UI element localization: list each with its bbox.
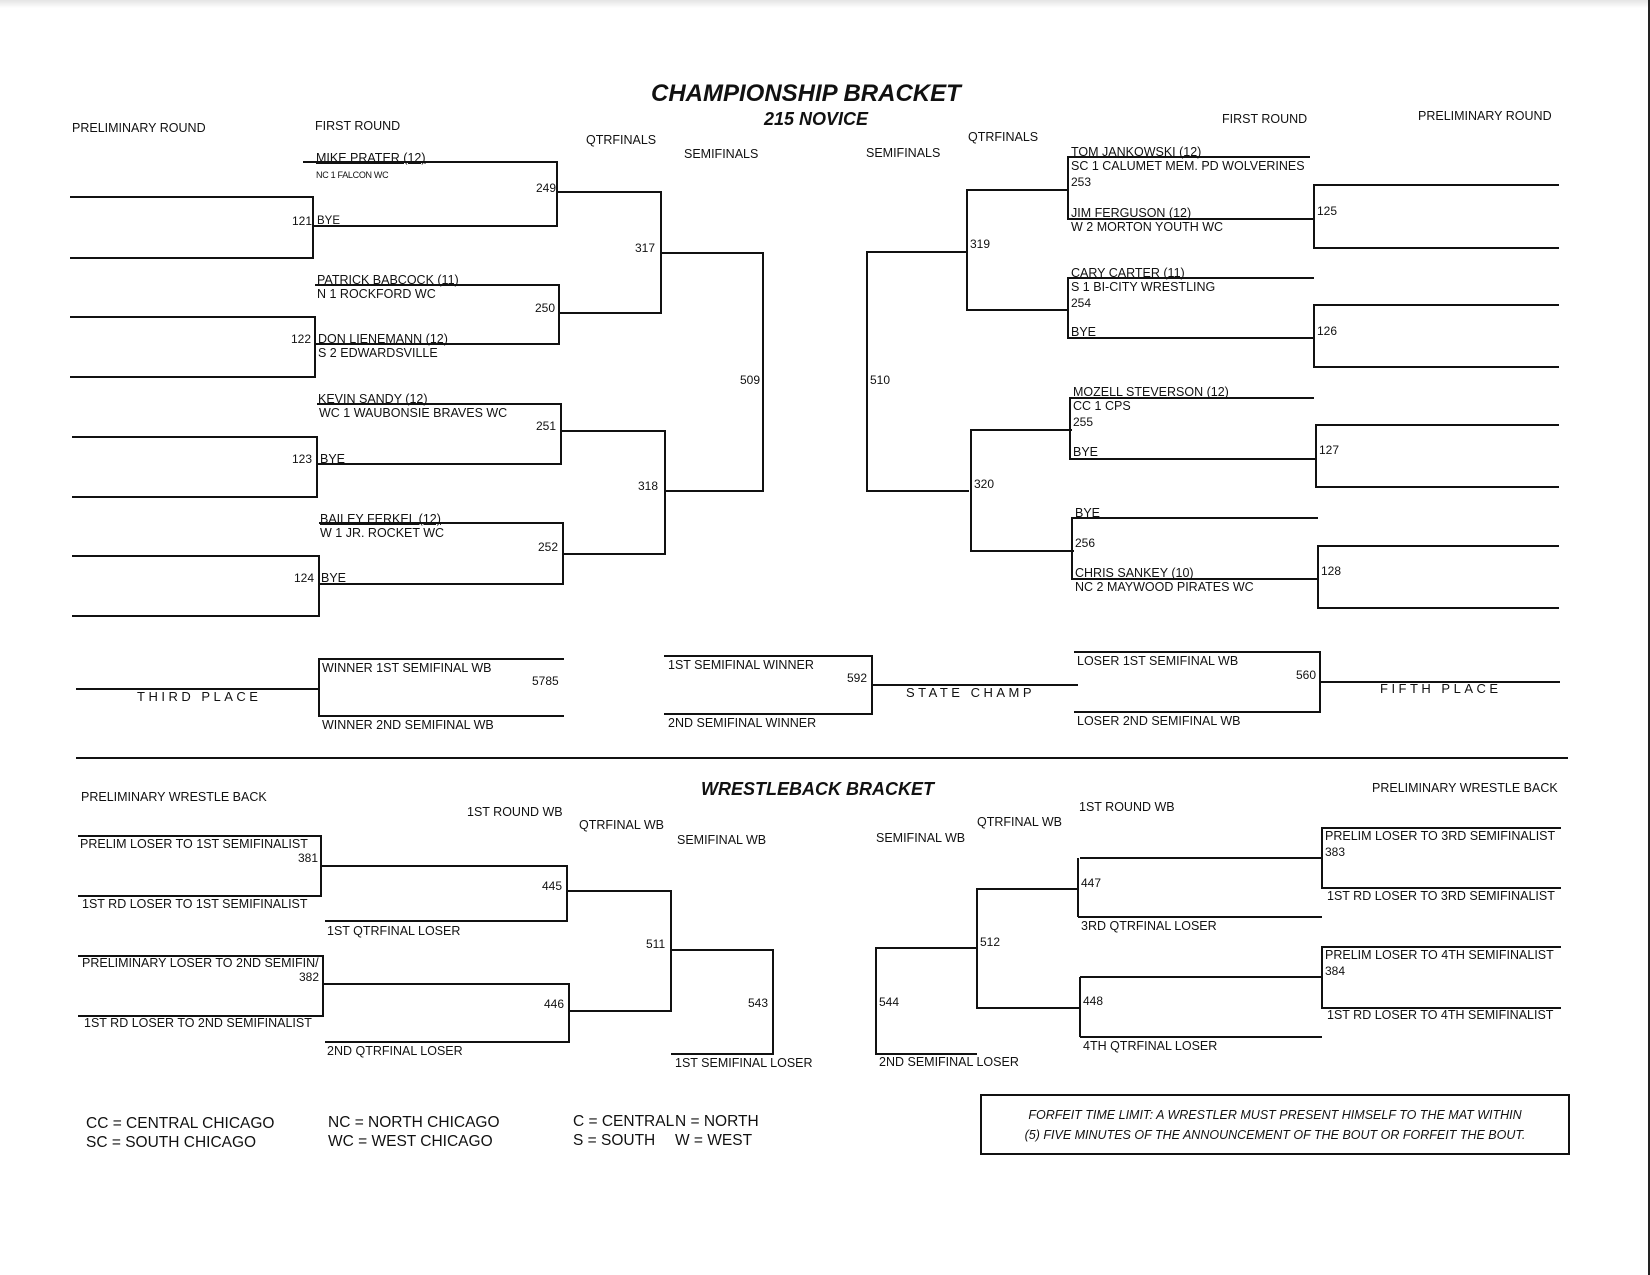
bracket-line	[72, 556, 319, 616]
wb-slot: 1ST RD LOSER TO 2ND SEMIFINALIST	[84, 1016, 312, 1030]
round-header-qtr-right: QTRFINALS	[968, 130, 1039, 144]
finals-slot: WINNER 2ND SEMIFINAL WB	[322, 718, 494, 732]
bracket-line	[867, 252, 969, 491]
finals-slot: LOSER 1ST SEMIFINAL WB	[1077, 654, 1239, 668]
bout-number: 250	[535, 301, 556, 315]
wb-slot: 2ND QTRFINAL LOSER	[327, 1044, 463, 1058]
state-champ-label: STATE CHAMP	[906, 685, 1036, 700]
wrestler-name: KEVIN SANDY (12)	[318, 392, 428, 406]
wrestler-name: BYE	[320, 452, 346, 466]
bout-number: 445	[542, 879, 563, 893]
bout-number: 446	[544, 997, 565, 1011]
bout-number: 126	[1317, 324, 1338, 338]
wrestler-name: BYE	[1073, 445, 1099, 459]
forfeit-notice	[980, 1094, 1570, 1155]
bout-number: 384	[1325, 964, 1346, 978]
wb-slot: 1ST RD LOSER TO 4TH SEMIFINALIST	[1327, 1008, 1554, 1022]
wb-slot: 1ST SEMIFINAL LOSER	[675, 1056, 813, 1070]
wrestler-name: BAILEY FERKEL (12)	[320, 512, 441, 526]
wrestler-name: PATRICK BABCOCK (11)	[317, 273, 459, 287]
bout-number: 543	[748, 996, 769, 1010]
bout-number: 509	[740, 373, 761, 387]
wrestler-name: MOZELL STEVERSON (12)	[1073, 385, 1229, 399]
round-header-semi-right: SEMIFINALS	[866, 146, 941, 160]
wb-slot: 1ST RD LOSER TO 1ST SEMIFINALIST	[82, 897, 308, 911]
legend-n: N = NORTH	[675, 1113, 759, 1130]
bout-number: 447	[1081, 876, 1102, 890]
wb-slot: PRELIMINARY LOSER TO 2ND SEMIFIN/	[82, 956, 319, 970]
legend-nc: NC = NORTH CHICAGO	[328, 1114, 500, 1131]
wb-slot: PRELIM LOSER TO 1ST SEMIFINALIST	[80, 837, 308, 851]
wrestler-name: BYE	[317, 215, 341, 227]
wrestler-name: CARY CARTER (11)	[1071, 266, 1185, 280]
wrestler-name: TOM JANKOWSKI (12)	[1071, 145, 1202, 159]
bout-number: 560	[1296, 668, 1317, 682]
wrestler-team: NC 2 MAYWOOD PIRATES WC	[1075, 580, 1254, 594]
wrestler-team: WC 1 WAUBONSIE BRAVES WC	[319, 406, 508, 420]
forfeit-line: (5) FIVE MINUTES OF THE ANNOUNCEMENT OF THE BOUT OR FORFEIT THE BOUT.	[1024, 1128, 1526, 1142]
bracket-line	[323, 984, 569, 1042]
wrestler-name: DON LIENEMANN (12)	[318, 332, 448, 346]
round-header-first-wb-left: 1ST ROUND WB	[467, 805, 563, 819]
wrestler-name: MIKE PRATER (12)	[316, 151, 426, 165]
round-header-qtr-wb-right: QTRFINAL WB	[977, 815, 1062, 829]
legend-c: C = CENTRAL	[573, 1113, 675, 1130]
wb-slot: 4TH QTRFINAL LOSER	[1083, 1039, 1218, 1053]
bout-number: 121	[292, 214, 313, 228]
wb-slot: 3RD QTRFINAL LOSER	[1081, 919, 1217, 933]
bout-number: 127	[1319, 443, 1340, 457]
bout-number: 510	[870, 373, 891, 387]
legend-sc: SC = SOUTH CHICAGO	[86, 1134, 257, 1151]
bout-number: 320	[974, 477, 995, 491]
wrestler-team: S 1 BI-CITY WRESTLING	[1071, 280, 1216, 294]
wb-slot: PRELIM LOSER TO 4TH SEMIFINALIST	[1325, 948, 1554, 962]
bracket-line	[1318, 546, 1559, 608]
legend-s: S = SOUTH	[573, 1132, 656, 1149]
round-header-semi-left: SEMIFINALS	[684, 147, 759, 161]
legend-wc: WC = WEST CHICAGO	[328, 1133, 493, 1150]
third-place-label: THIRD PLACE	[137, 689, 262, 704]
wrestler-name: BYE	[1075, 506, 1101, 520]
wrestler-team: W 2 MORTON YOUTH WC	[1071, 220, 1224, 234]
round-header-first-wb-right: 1ST ROUND WB	[1079, 800, 1175, 814]
bout-number: 382	[299, 970, 320, 984]
wb-slot: 2ND SEMIFINAL LOSER	[879, 1055, 1019, 1069]
finals-slot: 1ST SEMIFINAL WINNER	[668, 658, 814, 672]
wrestler-name: JIM FERGUSON (12)	[1071, 206, 1192, 220]
wb-slot: PRELIM LOSER TO 3RD SEMIFINALIST	[1325, 829, 1556, 843]
wrestleback-title: WRESTLEBACK BRACKET	[701, 779, 934, 799]
round-header-prelim-wb-left: PRELIMINARY WRESTLE BACK	[81, 790, 267, 804]
round-header-prelim-left: PRELIMINARY ROUND	[72, 121, 206, 135]
bout-number: 381	[298, 851, 319, 865]
wrestler-name: CHRIS SANKEY (10)	[1075, 566, 1194, 580]
forfeit-line: FORFEIT TIME LIMIT: A WRESTLER MUST PRESENT HIMSELF TO THE MAT WITHIN	[1028, 1108, 1522, 1122]
bout-number: 511	[646, 937, 666, 951]
fifth-place-label: FIFTH PLACE	[1380, 681, 1502, 696]
weight-class: 215 NOVICE	[764, 109, 869, 129]
round-header-semi-wb-left: SEMIFINAL WB	[677, 833, 767, 847]
bout-number: 255	[1073, 415, 1094, 429]
round-header-qtr-left: QTRFINALS	[586, 133, 657, 147]
round-header-semi-wb-right: SEMIFINAL WB	[876, 831, 966, 845]
wrestler-team: CC 1 CPS	[1073, 399, 1131, 413]
round-header-first-left: FIRST ROUND	[315, 119, 401, 133]
wrestler-team: S 2 EDWARDSVILLE	[318, 346, 438, 360]
bout-number: 512	[980, 935, 1001, 949]
page-title: CHAMPIONSHIP BRACKET	[651, 80, 961, 107]
bout-number: 124	[294, 571, 315, 585]
bout-number: 254	[1071, 296, 1092, 310]
bracket-line	[70, 197, 313, 258]
bout-number: 592	[847, 671, 868, 685]
bout-number: 123	[292, 452, 313, 466]
bout-number: 383	[1325, 845, 1346, 859]
bracket-line	[72, 437, 317, 497]
bracket-line	[1314, 185, 1559, 248]
bracket-line	[321, 866, 567, 921]
bracket-line	[567, 891, 671, 1011]
round-header-qtr-wb-left: QTRFINAL WB	[579, 818, 664, 832]
bracket-line	[1314, 305, 1559, 367]
bout-number: 448	[1083, 994, 1104, 1008]
wrestler-name: BYE	[321, 571, 347, 585]
bout-number: 122	[291, 332, 312, 346]
round-header-prelim-wb-right: PRELIMINARY WRESTLE BACK	[1372, 781, 1558, 795]
bout-number: 253	[1071, 175, 1092, 189]
bout-number: 544	[879, 995, 900, 1009]
bout-number: 125	[1317, 204, 1338, 218]
bout-number: 249	[536, 181, 557, 195]
bracket-line	[70, 317, 315, 377]
bout-number: 256	[1075, 536, 1096, 550]
wb-slot: 1ST QTRFINAL LOSER	[327, 924, 461, 938]
bout-number: 317	[635, 241, 656, 255]
finals-slot: 2ND SEMIFINAL WINNER	[668, 716, 817, 730]
wrestler-team: NC 1 FALCON WC	[316, 170, 389, 180]
wrestler-team: N 1 ROCKFORD WC	[317, 287, 436, 301]
finals-slot: LOSER 2ND SEMIFINAL WB	[1077, 714, 1241, 728]
legend-cc: CC = CENTRAL CHICAGO	[86, 1115, 275, 1132]
bout-number: 5785	[532, 674, 559, 688]
bout-number: 128	[1321, 564, 1342, 578]
wrestler-team: W 1 JR. ROCKET WC	[320, 526, 445, 540]
round-header-prelim-right: PRELIMINARY ROUND	[1418, 109, 1552, 123]
wrestler-team: SC 1 CALUMET MEM. PD WOLVERINES	[1071, 159, 1305, 173]
bout-number: 252	[538, 540, 559, 554]
bracket-line	[1316, 425, 1559, 487]
finals-slot: WINNER 1ST SEMIFINAL WB	[322, 661, 492, 675]
bout-number: 319	[970, 237, 991, 251]
wrestler-name: BYE	[1071, 325, 1097, 339]
wb-slot: 1ST RD LOSER TO 3RD SEMIFINALIST	[1327, 889, 1555, 903]
bout-number: 318	[638, 479, 659, 493]
legend-w: W = WEST	[675, 1132, 753, 1149]
bracket-line	[661, 253, 763, 491]
round-header-first-right: FIRST ROUND	[1222, 112, 1308, 126]
bout-number: 251	[536, 419, 557, 433]
